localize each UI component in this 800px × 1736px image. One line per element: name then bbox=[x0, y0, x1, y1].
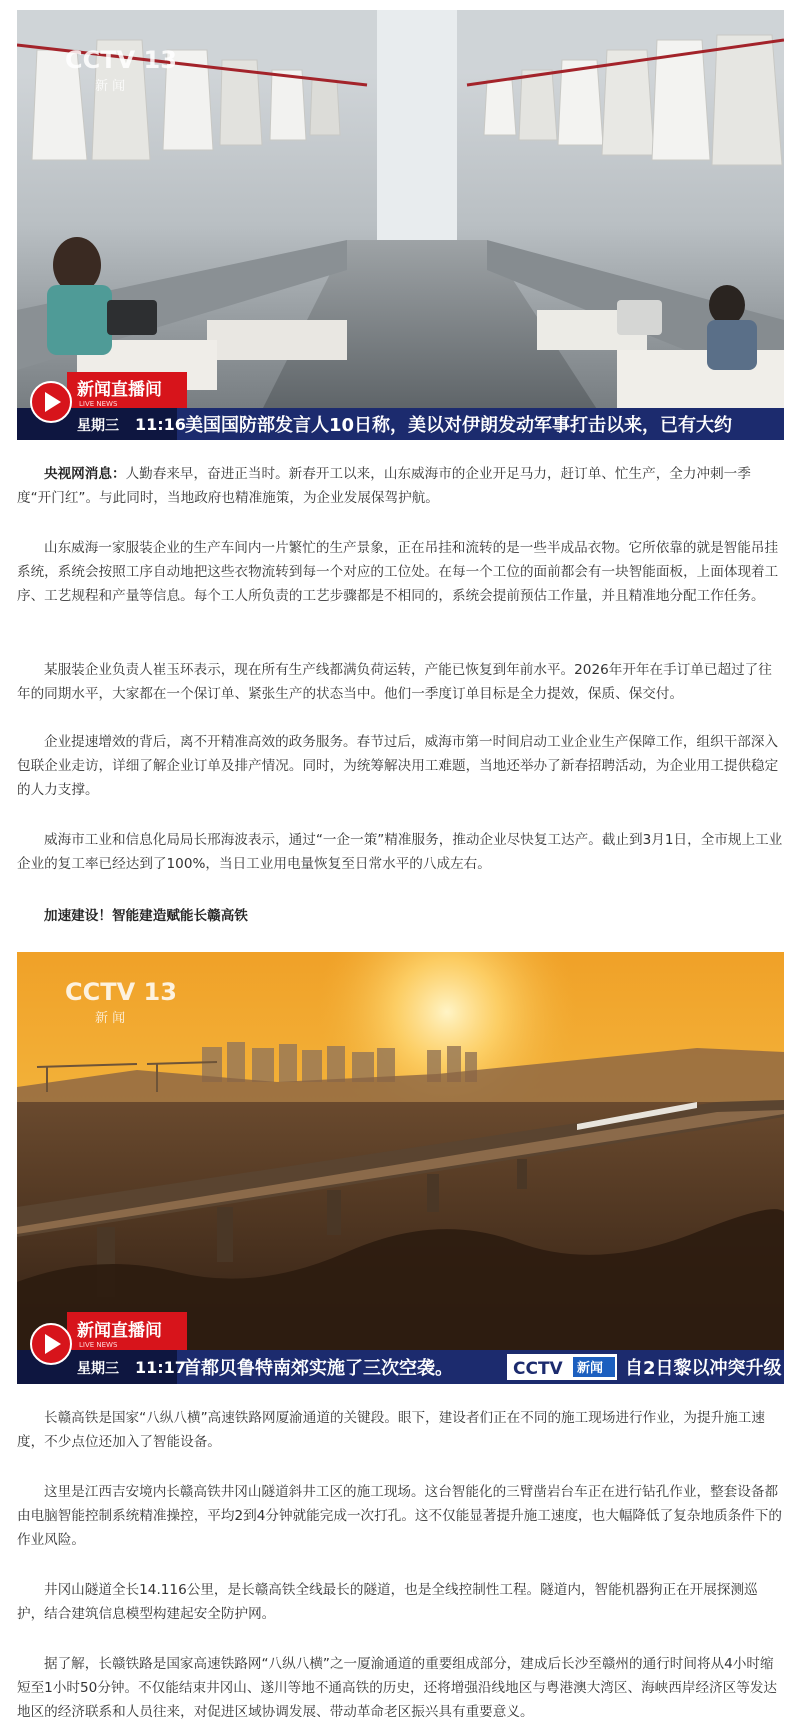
paragraph: 井冈山隧道全长14.116公里，是长赣高铁全线最长的隧道，也是全线控制性工程。隧道内，智能机器狗正在开展探测巡护，结合建筑信息模型构建起安全防护网。 bbox=[17, 1582, 758, 1622]
live-badge-en: LIVE NEWS bbox=[79, 1341, 118, 1349]
ticker-text: 首都贝鲁特南郊实施了三次空袭。 bbox=[183, 1358, 453, 1379]
intro-text: 人勤春来早，奋进正当时。新春开工以来，山东威海市的企业开足马力，赶订单、忙生产，全力冲刺一季度“开门红”。与此同时，当地政府也精准施策，为企业发展保驾护航。 bbox=[17, 466, 751, 506]
paragraph: 这里是江西吉安境内长赣高铁井冈山隧道斜井工区的施工现场。这台智能化的三臂凿岩台车正在进行钻孔作业，整套设备都由电脑智能控制系统精准操控，平均2到4分钟就能完成一次打孔。这不仅能显著提升施工速度，也大幅降低了复杂地质条件下的作业风险。 bbox=[17, 1484, 782, 1548]
railway-scene bbox=[17, 952, 784, 1384]
ticker-cctv-logo: CCTV bbox=[513, 1359, 563, 1379]
channel-logo-text: CCTV 13 bbox=[65, 46, 177, 74]
paragraph: 山东威海一家服装企业的生产车间内一片繁忙的生产景象，正在吊挂和流转的是一些半成品衣物。它所依靠的就是智能吊挂系统，系统会按照工序自动地把这些衣物流转到每一个对应的工位处。在每一个工位的面前都会有一块智能面板，上面体现着工序、工艺规程和产量等信息。每个工人所负责的工艺步骤都是不相同的，系统会提前预估工作量，并且精准地分配工作任务。 bbox=[17, 540, 779, 604]
channel-sub-text: 新 闻 bbox=[95, 79, 126, 94]
live-badge-text: 新闻直播间 bbox=[77, 1321, 162, 1341]
weekday-text: 星期三 bbox=[77, 1361, 119, 1377]
section-heading: 加速建设！智能建造赋能长赣高铁 bbox=[44, 908, 248, 924]
factory-scene bbox=[17, 10, 784, 440]
live-badge-en: LIVE NEWS bbox=[79, 400, 118, 408]
paragraph: 长赣高铁是国家“八纵八横”高速铁路网厦渝通道的关键段。眼下，建设者们正在不同的施工现场进行作业，为提升施工速度，不少点位还加入了智能设备。 bbox=[17, 1410, 765, 1450]
clock-text: 11:16 bbox=[135, 415, 186, 434]
paragraph: 威海市工业和信息化局局长邢海波表示，通过“一企一策”精准服务，推动企业尽快复工达产。截止到3月1日，全市规上工业企业的复工率已经达到了100%，当日工业用电量恢复至日常水平的八成左右。 bbox=[17, 832, 783, 872]
ticker-text: 美国国防部发言人10日称，美以对伊朗发动军事打击以来，已有大约 bbox=[185, 415, 733, 436]
paragraph: 某服装企业负责人崔玉环表示，现在所有生产线都满负荷运转，产能已恢复到年前水平。2026年开年在手订单已超过了往年的同期水平，大家都在一个保订单、紧张生产的状态当中。他们一季度订单目标是全力提效，保质、保交付。 bbox=[17, 662, 772, 702]
live-badge-text: 新闻直播间 bbox=[77, 380, 162, 400]
paragraph: 据了解，长赣铁路是国家高速铁路网“八纵八横”之一厦渝通道的重要组成部分，建成后长沙至赣州的通行时间将从4小时缩短至1小时50分钟。不仅能结束井冈山、遂川等地不通高铁的历史，还将增强沿线地区与粤港澳大湾区、海峡西岸经济区等发达地区的经济联系和人员往来，对促进区域协调发展、带动革命老区振兴具有重要意义。 bbox=[17, 1656, 778, 1720]
weekday-text: 星期三 bbox=[77, 418, 119, 434]
video-frame-factory[interactable] bbox=[17, 10, 784, 440]
ticker-news-logo: 新闻 bbox=[577, 1361, 604, 1376]
paragraph: 企业提速增效的背后，离不开精准高效的政务服务。春节过后，威海市第一时间启动工业企业生产保障工作，组织干部深入包联企业走访，详细了解企业订单及排产情况。同时，为统筹解决用工难题，当地还举办了新春招聘活动，为企业用工提供稳定的人力支撑。 bbox=[17, 734, 779, 798]
clock-text: 11:17 bbox=[135, 1358, 186, 1377]
video-frame-railway[interactable] bbox=[17, 952, 784, 1384]
source-label: 央视网消息： bbox=[44, 466, 126, 482]
intro-paragraph bbox=[17, 462, 784, 510]
ticker-tail-text: 自2日黎以冲突升级 bbox=[625, 1358, 782, 1379]
channel-sub-text: 新 闻 bbox=[95, 1011, 126, 1026]
channel-logo-text: CCTV 13 bbox=[65, 978, 177, 1006]
